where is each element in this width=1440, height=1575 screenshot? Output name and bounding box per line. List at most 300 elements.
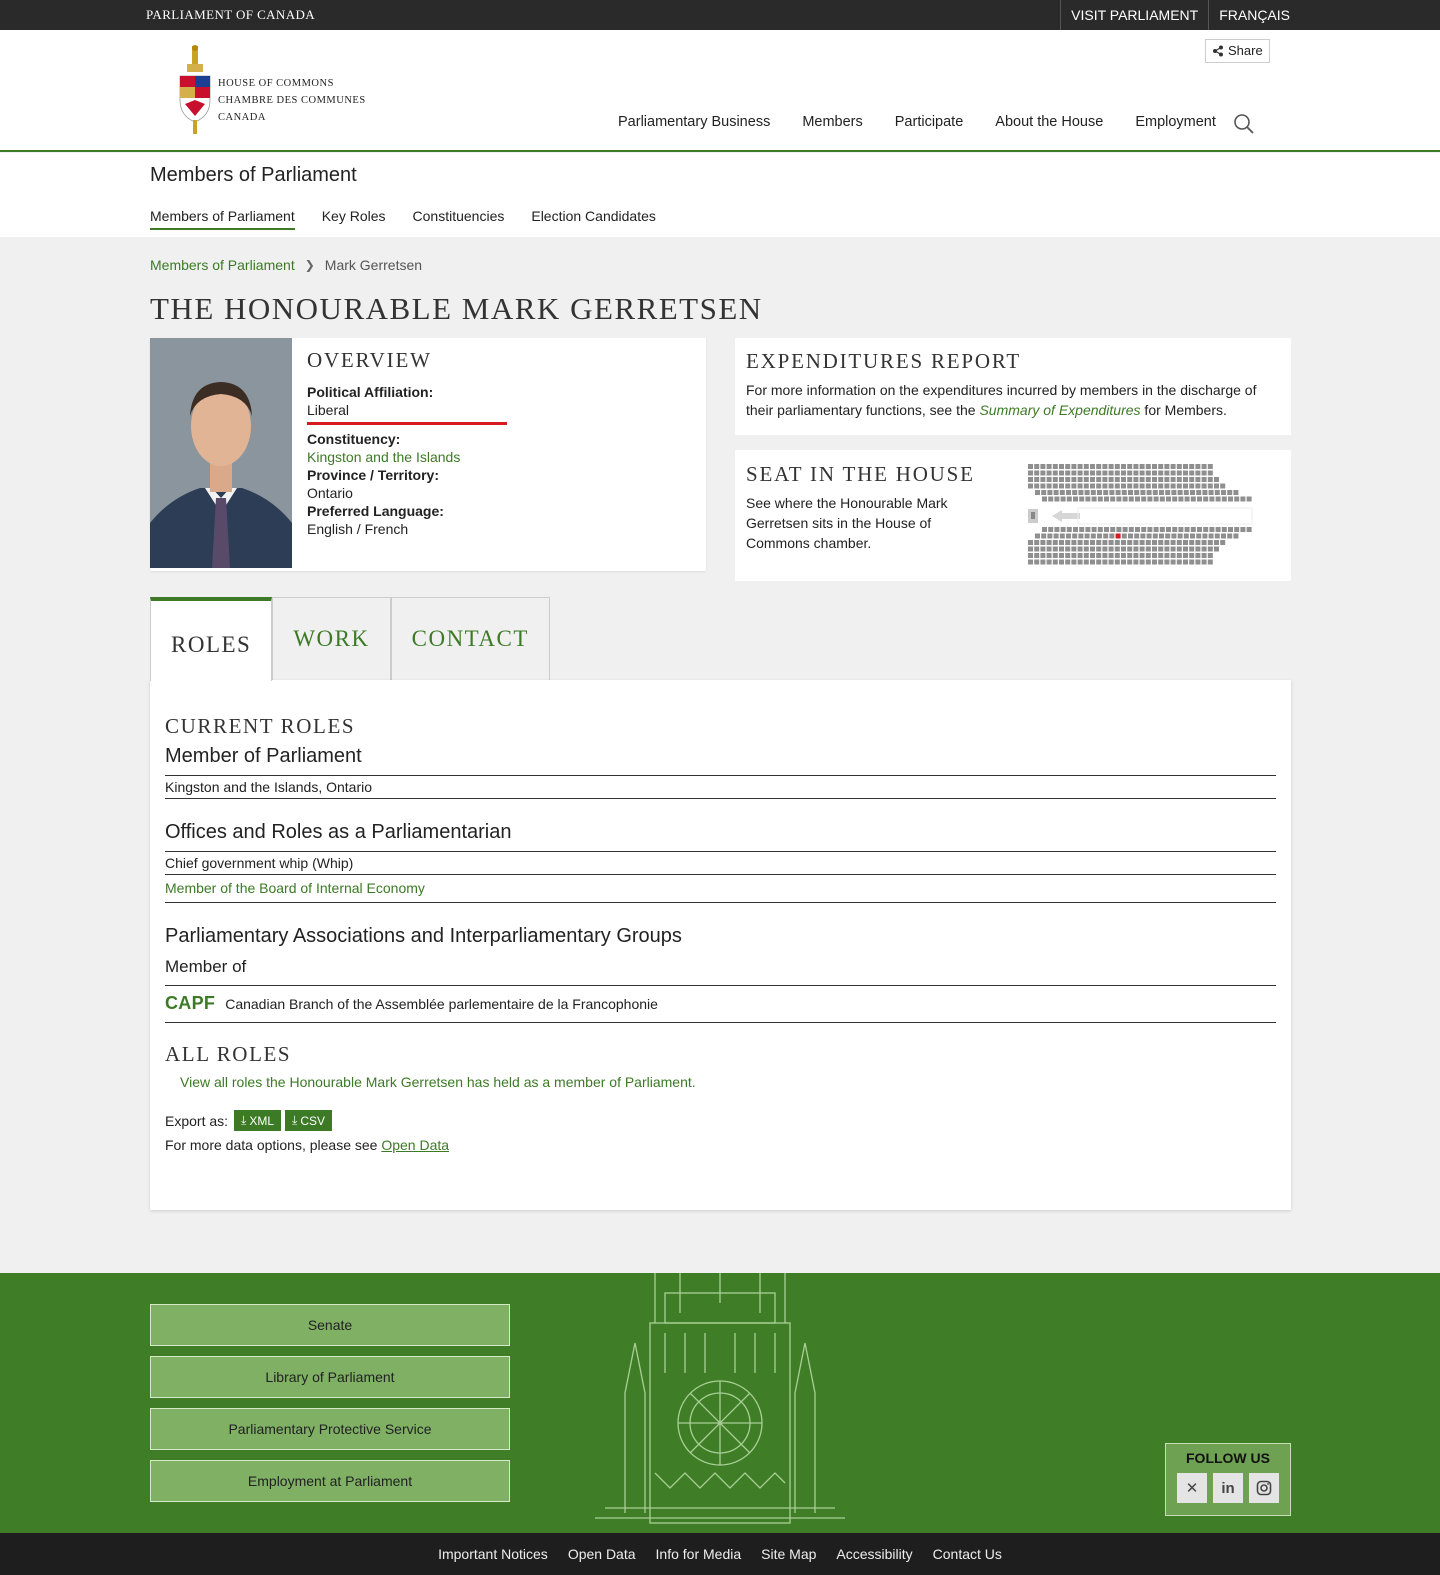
chamber-seat[interactable] (1189, 477, 1194, 482)
chamber-seat[interactable] (1171, 471, 1176, 476)
chamber-seat[interactable] (1221, 490, 1226, 495)
chamber-seat[interactable] (1102, 477, 1107, 482)
chamber-seat[interactable] (1209, 527, 1214, 532)
chamber-seat[interactable] (1215, 534, 1220, 539)
chamber-seat[interactable] (1084, 553, 1089, 558)
subnav-constituencies[interactable]: Constituencies (412, 208, 505, 224)
chamber-seat[interactable] (1152, 560, 1157, 565)
chamber-seat[interactable] (1178, 534, 1183, 539)
chamber-seat[interactable] (1121, 471, 1126, 476)
chamber-seat[interactable] (1171, 490, 1176, 495)
chamber-seat[interactable] (1208, 547, 1213, 552)
chamber-seat[interactable] (1121, 464, 1126, 469)
chamber-seat[interactable] (1116, 497, 1121, 502)
chamber-seat[interactable] (1146, 464, 1151, 469)
chamber-seat[interactable] (1185, 527, 1190, 532)
chamber-seat[interactable] (1127, 477, 1132, 482)
chamber-seat[interactable] (1234, 527, 1239, 532)
chamber-seat[interactable] (1115, 540, 1120, 545)
chamber-seat[interactable] (1066, 490, 1071, 495)
nav-employment[interactable]: Employment (1135, 114, 1216, 130)
chamber-seat[interactable] (1203, 497, 1208, 502)
chamber-seat[interactable] (1135, 527, 1140, 532)
breadcrumb-parent-link[interactable]: Members of Parliament (150, 257, 295, 273)
chamber-seat[interactable] (1065, 547, 1070, 552)
chamber-seat[interactable] (1073, 497, 1078, 502)
chamber-seat[interactable] (1047, 471, 1052, 476)
chamber-seat[interactable] (1197, 497, 1202, 502)
chamber-seat[interactable] (1172, 497, 1177, 502)
chamber-seat[interactable] (1140, 534, 1145, 539)
chamber-seat[interactable] (1183, 553, 1188, 558)
chamber-seat[interactable] (1028, 540, 1033, 545)
chamber-seat[interactable] (1171, 553, 1176, 558)
chamber-seat[interactable] (1097, 534, 1102, 539)
chamber-seat[interactable] (1047, 540, 1052, 545)
chamber-seat[interactable] (1216, 497, 1221, 502)
chamber-seat[interactable] (1140, 560, 1145, 565)
chamber-seat[interactable] (1171, 484, 1176, 489)
chamber-seat[interactable] (1110, 527, 1115, 532)
chamber-seat[interactable] (1034, 547, 1039, 552)
chamber-seat-highlighted[interactable] (1116, 534, 1121, 539)
chamber-seat[interactable] (1177, 540, 1182, 545)
chamber-seat[interactable] (1158, 471, 1163, 476)
chamber-seat[interactable] (1129, 527, 1134, 532)
chamber-seat[interactable] (1208, 471, 1213, 476)
chamber-seat[interactable] (1177, 547, 1182, 552)
share-button[interactable] (1205, 39, 1270, 63)
chamber-seat[interactable] (1078, 540, 1083, 545)
chamber-seat[interactable] (1040, 540, 1045, 545)
chamber-seat[interactable] (1090, 484, 1095, 489)
chamber-seat[interactable] (1171, 464, 1176, 469)
chamber-seat[interactable] (1228, 497, 1233, 502)
chamber-seat[interactable] (1190, 490, 1195, 495)
chamber-seat[interactable] (1178, 490, 1183, 495)
chamber-seat[interactable] (1115, 471, 1120, 476)
open-data-link[interactable]: Open Data (381, 1137, 450, 1153)
chamber-seat[interactable] (1177, 471, 1182, 476)
chamber-seat[interactable] (1208, 560, 1213, 565)
chamber-seat[interactable] (1177, 484, 1182, 489)
chamber-seat[interactable] (1160, 527, 1165, 532)
chamber-seat[interactable] (1209, 497, 1214, 502)
chamber-seat[interactable] (1140, 471, 1145, 476)
chamber-seat[interactable] (1078, 534, 1083, 539)
chamber-seat[interactable] (1071, 560, 1076, 565)
footer-library-button[interactable]: Library of Parliament (150, 1356, 510, 1398)
footer-open-data-link[interactable]: Open Data (567, 1546, 636, 1562)
chamber-seat[interactable] (1048, 527, 1053, 532)
chamber-seat[interactable] (1127, 547, 1132, 552)
chamber-seat[interactable] (1071, 471, 1076, 476)
chamber-seat[interactable] (1102, 553, 1107, 558)
chamber-seating-map[interactable] (1028, 464, 1256, 570)
chamber-seat[interactable] (1104, 527, 1109, 532)
chamber-seat[interactable] (1140, 477, 1145, 482)
chamber-seat[interactable] (1054, 490, 1059, 495)
chamber-seat[interactable] (1096, 484, 1101, 489)
chamber-seat[interactable] (1127, 464, 1132, 469)
chamber-seat[interactable] (1214, 547, 1219, 552)
chamber-seat[interactable] (1195, 464, 1200, 469)
chamber-seat[interactable] (1090, 547, 1095, 552)
chamber-seat[interactable] (1197, 527, 1202, 532)
chamber-seat[interactable] (1177, 477, 1182, 482)
chamber-seat[interactable] (1102, 547, 1107, 552)
chamber-seat[interactable] (1140, 490, 1145, 495)
chamber-seat[interactable] (1054, 527, 1059, 532)
chamber-seat[interactable] (1071, 553, 1076, 558)
chamber-seat[interactable] (1133, 471, 1138, 476)
chamber-seat[interactable] (1028, 471, 1033, 476)
chamber-seat[interactable] (1035, 534, 1040, 539)
chamber-seat[interactable] (1102, 484, 1107, 489)
chamber-seat[interactable] (1240, 497, 1245, 502)
chamber-seat[interactable] (1102, 560, 1107, 565)
chamber-seat[interactable] (1133, 477, 1138, 482)
chamber-seat[interactable] (1159, 534, 1164, 539)
chamber-seat[interactable] (1072, 534, 1077, 539)
chamber-seat[interactable] (1159, 490, 1164, 495)
chamber-seat[interactable] (1171, 534, 1176, 539)
chamber-seat[interactable] (1053, 477, 1058, 482)
chamber-seat[interactable] (1160, 497, 1165, 502)
chamber-seat[interactable] (1133, 560, 1138, 565)
chamber-seat[interactable] (1247, 497, 1252, 502)
chamber-seat[interactable] (1084, 477, 1089, 482)
chamber-seat[interactable] (1092, 497, 1097, 502)
chamber-seat[interactable] (1214, 484, 1219, 489)
chamber-seat[interactable] (1195, 547, 1200, 552)
chamber-seat[interactable] (1053, 464, 1058, 469)
chamber-seat[interactable] (1165, 534, 1170, 539)
chamber-seat[interactable] (1152, 464, 1157, 469)
chamber-seat[interactable] (1084, 560, 1089, 565)
chamber-seat[interactable] (1028, 477, 1033, 482)
chamber-seat[interactable] (1042, 497, 1047, 502)
chamber-seat[interactable] (1084, 540, 1089, 545)
instagram-icon[interactable] (1249, 1473, 1279, 1503)
chamber-seat[interactable] (1053, 484, 1058, 489)
chamber-seat[interactable] (1166, 527, 1171, 532)
chamber-seat[interactable] (1128, 534, 1133, 539)
chamber-seat[interactable] (1040, 553, 1045, 558)
chamber-seat[interactable] (1079, 527, 1084, 532)
chamber-seat[interactable] (1096, 553, 1101, 558)
chamber-seat[interactable] (1109, 477, 1114, 482)
chamber-seat[interactable] (1121, 560, 1126, 565)
footer-accessibility-link[interactable]: Accessibility (836, 1546, 913, 1562)
export-csv-button[interactable] (285, 1110, 332, 1131)
chamber-seat[interactable] (1141, 497, 1146, 502)
chamber-seat[interactable] (1034, 464, 1039, 469)
chamber-seat[interactable] (1053, 560, 1058, 565)
view-all-roles-link[interactable]: View all roles the Honourable Mark Gerretsen has held as a member of Parliament. (180, 1074, 696, 1090)
chamber-seat[interactable] (1060, 490, 1065, 495)
chamber-seat[interactable] (1196, 490, 1201, 495)
chamber-seat[interactable] (1041, 534, 1046, 539)
chamber-seat[interactable] (1158, 540, 1163, 545)
chamber-seat[interactable] (1146, 471, 1151, 476)
chamber-seat[interactable] (1189, 560, 1194, 565)
chamber-seat[interactable] (1034, 477, 1039, 482)
chamber-seat[interactable] (1078, 553, 1083, 558)
chamber-seat[interactable] (1202, 490, 1207, 495)
chamber-seat[interactable] (1127, 553, 1132, 558)
chamber-seat[interactable] (1059, 540, 1064, 545)
footer-site-map-link[interactable]: Site Map (761, 1546, 817, 1562)
chamber-seat[interactable] (1110, 497, 1115, 502)
chamber-seat[interactable] (1090, 540, 1095, 545)
chamber-seat[interactable] (1096, 547, 1101, 552)
chamber-seat[interactable] (1028, 547, 1033, 552)
chamber-seat[interactable] (1034, 540, 1039, 545)
chamber-seat[interactable] (1177, 464, 1182, 469)
chamber-seat[interactable] (1121, 484, 1126, 489)
chamber-seat[interactable] (1084, 464, 1089, 469)
chamber-seat[interactable] (1034, 553, 1039, 558)
chamber-seat[interactable] (1146, 547, 1151, 552)
chamber-seat[interactable] (1047, 484, 1052, 489)
chamber-seat[interactable] (1208, 553, 1213, 558)
chamber-seat[interactable] (1059, 560, 1064, 565)
chamber-seat[interactable] (1073, 527, 1078, 532)
chamber-seat[interactable] (1133, 464, 1138, 469)
chamber-seat[interactable] (1116, 527, 1121, 532)
subnav-key-roles[interactable]: Key Roles (321, 208, 386, 224)
chamber-seat[interactable] (1109, 560, 1114, 565)
chamber-seat[interactable] (1096, 560, 1101, 565)
chamber-seat[interactable] (1061, 527, 1066, 532)
chamber-seat[interactable] (1140, 484, 1145, 489)
chamber-seat[interactable] (1059, 471, 1064, 476)
chamber-seat[interactable] (1066, 534, 1071, 539)
export-xml-button[interactable] (234, 1110, 281, 1131)
chamber-seat[interactable] (1054, 497, 1059, 502)
chamber-seat[interactable] (1147, 490, 1152, 495)
chamber-seat[interactable] (1047, 490, 1052, 495)
chamber-seat[interactable] (1097, 490, 1102, 495)
chamber-seat[interactable] (1222, 527, 1227, 532)
chamber-seat[interactable] (1121, 553, 1126, 558)
chamber-seat[interactable] (1202, 553, 1207, 558)
footer-protective-service-button[interactable]: Parliamentary Protective Service (150, 1408, 510, 1450)
chamber-seat[interactable] (1109, 464, 1114, 469)
chamber-seat[interactable] (1195, 553, 1200, 558)
chamber-seat[interactable] (1189, 484, 1194, 489)
chamber-seat[interactable] (1222, 497, 1227, 502)
house-of-commons-logo[interactable] (178, 44, 378, 139)
summary-of-expenditures-link[interactable]: Summary of Expenditures (979, 402, 1141, 418)
chamber-seat[interactable] (1140, 553, 1145, 558)
chamber-seat[interactable] (1084, 471, 1089, 476)
chamber-seat[interactable] (1053, 547, 1058, 552)
chamber-seat[interactable] (1190, 534, 1195, 539)
chamber-seat[interactable] (1079, 497, 1084, 502)
chamber-seat[interactable] (1146, 540, 1151, 545)
chamber-seat[interactable] (1202, 560, 1207, 565)
visit-parliament-link[interactable]: VISIT PARLIAMENT (1060, 0, 1208, 30)
chamber-seat[interactable] (1115, 560, 1120, 565)
chamber-seat[interactable] (1172, 527, 1177, 532)
footer-employment-button[interactable]: Employment at Parliament (150, 1460, 510, 1502)
chamber-seat[interactable] (1183, 560, 1188, 565)
chamber-seat[interactable] (1091, 534, 1096, 539)
nav-parliamentary-business[interactable]: Parliamentary Business (618, 114, 771, 130)
footer-senate-button[interactable]: Senate (150, 1304, 510, 1346)
chamber-seat[interactable] (1183, 464, 1188, 469)
chamber-seat[interactable] (1141, 527, 1146, 532)
chamber-seat[interactable] (1140, 464, 1145, 469)
chamber-seat[interactable] (1109, 484, 1114, 489)
chamber-seat[interactable] (1214, 477, 1219, 482)
chamber-seat[interactable] (1059, 547, 1064, 552)
chamber-seat[interactable] (1152, 540, 1157, 545)
chamber-seat[interactable] (1127, 484, 1132, 489)
chamber-seat[interactable] (1196, 534, 1201, 539)
chamber-seat[interactable] (1202, 471, 1207, 476)
chamber-seat[interactable] (1164, 560, 1169, 565)
chamber-seat[interactable] (1078, 490, 1083, 495)
chamber-seat[interactable] (1184, 490, 1189, 495)
chamber-seat[interactable] (1090, 560, 1095, 565)
chamber-seat[interactable] (1183, 477, 1188, 482)
chamber-seat[interactable] (1090, 553, 1095, 558)
chamber-seat[interactable] (1140, 540, 1145, 545)
chamber-seat[interactable] (1202, 464, 1207, 469)
chamber-seat[interactable] (1115, 484, 1120, 489)
chamber-seat[interactable] (1047, 553, 1052, 558)
chamber-seat[interactable] (1035, 490, 1040, 495)
chamber-seat[interactable] (1085, 490, 1090, 495)
chamber-seat[interactable] (1040, 547, 1045, 552)
chamber-seat[interactable] (1059, 477, 1064, 482)
chamber-seat[interactable] (1178, 497, 1183, 502)
chamber-seat[interactable] (1146, 477, 1151, 482)
chamber-seat[interactable] (1147, 527, 1152, 532)
chamber-seat[interactable] (1135, 497, 1140, 502)
chamber-seat[interactable] (1059, 553, 1064, 558)
chamber-seat[interactable] (1054, 534, 1059, 539)
chamber-seat[interactable] (1152, 547, 1157, 552)
chamber-seat[interactable] (1164, 471, 1169, 476)
chamber-seat[interactable] (1216, 527, 1221, 532)
chamber-seat[interactable] (1034, 484, 1039, 489)
chamber-seat[interactable] (1127, 540, 1132, 545)
chamber-seat[interactable] (1047, 464, 1052, 469)
chamber-seat[interactable] (1152, 471, 1157, 476)
chamber-seat[interactable] (1191, 497, 1196, 502)
chamber-seat[interactable] (1065, 560, 1070, 565)
chamber-seat[interactable] (1048, 497, 1053, 502)
chamber-seat[interactable] (1047, 477, 1052, 482)
chamber-seat[interactable] (1134, 534, 1139, 539)
chamber-seat[interactable] (1221, 534, 1226, 539)
chamber-seat[interactable] (1189, 547, 1194, 552)
chamber-seat[interactable] (1060, 534, 1065, 539)
chamber-seat[interactable] (1028, 560, 1033, 565)
chamber-seat[interactable] (1233, 490, 1238, 495)
chamber-seat[interactable] (1065, 540, 1070, 545)
chamber-seat[interactable] (1065, 471, 1070, 476)
chamber-seat[interactable] (1202, 547, 1207, 552)
subnav-members-of-parliament[interactable]: Members of Parliament (150, 208, 295, 230)
chamber-seat[interactable] (1164, 464, 1169, 469)
chamber-seat[interactable] (1133, 547, 1138, 552)
chamber-seat[interactable] (1152, 553, 1157, 558)
chamber-seat[interactable] (1158, 477, 1163, 482)
nav-members[interactable]: Members (802, 114, 863, 130)
chamber-seat[interactable] (1183, 547, 1188, 552)
chamber-seat[interactable] (1177, 560, 1182, 565)
chamber-seat[interactable] (1152, 477, 1157, 482)
chamber-seat[interactable] (1071, 477, 1076, 482)
chamber-seat[interactable] (1040, 464, 1045, 469)
chamber-seat[interactable] (1129, 497, 1134, 502)
chamber-seat[interactable] (1184, 534, 1189, 539)
chamber-seat[interactable] (1171, 560, 1176, 565)
chamber-seat[interactable] (1208, 464, 1213, 469)
chamber-seat[interactable] (1195, 484, 1200, 489)
chamber-seat[interactable] (1133, 484, 1138, 489)
chamber-seat[interactable] (1115, 547, 1120, 552)
chamber-seat[interactable] (1233, 534, 1238, 539)
chamber-seat[interactable] (1220, 484, 1225, 489)
chamber-seat[interactable] (1071, 540, 1076, 545)
footer-important-notices-link[interactable]: Important Notices (438, 1546, 548, 1562)
chamber-seat[interactable] (1202, 477, 1207, 482)
chamber-seat[interactable] (1078, 484, 1083, 489)
chamber-seat[interactable] (1140, 547, 1145, 552)
chamber-seat[interactable] (1153, 534, 1158, 539)
chamber-seat[interactable] (1171, 547, 1176, 552)
chamber-seat[interactable] (1166, 497, 1171, 502)
chamber-seat[interactable] (1165, 490, 1170, 495)
chamber-seat[interactable] (1084, 547, 1089, 552)
chamber-seat[interactable] (1103, 490, 1108, 495)
chamber-seat[interactable] (1090, 464, 1095, 469)
chamber-seat[interactable] (1065, 553, 1070, 558)
chamber-seat[interactable] (1071, 464, 1076, 469)
chamber-seat[interactable] (1202, 534, 1207, 539)
nav-participate[interactable]: Participate (894, 114, 964, 130)
chamber-seat[interactable] (1102, 464, 1107, 469)
chamber-seat[interactable] (1061, 497, 1066, 502)
chamber-seat[interactable] (1121, 540, 1126, 545)
chamber-seat[interactable] (1227, 534, 1232, 539)
chamber-seat[interactable] (1071, 547, 1076, 552)
chamber-seat[interactable] (1115, 464, 1120, 469)
chamber-seat[interactable] (1183, 484, 1188, 489)
chamber-seat[interactable] (1071, 484, 1076, 489)
chamber-seat[interactable] (1203, 527, 1208, 532)
chamber-seat[interactable] (1133, 553, 1138, 558)
chamber-seat[interactable] (1208, 540, 1213, 545)
chamber-seat[interactable] (1121, 547, 1126, 552)
chamber-seat[interactable] (1127, 560, 1132, 565)
chamber-seat[interactable] (1147, 534, 1152, 539)
chamber-seat[interactable] (1234, 497, 1239, 502)
chamber-seat[interactable] (1085, 534, 1090, 539)
chamber-seat[interactable] (1158, 547, 1163, 552)
chamber-seat[interactable] (1146, 484, 1151, 489)
chamber-seat[interactable] (1028, 464, 1033, 469)
chamber-seat[interactable] (1090, 471, 1095, 476)
chamber-seat[interactable] (1096, 540, 1101, 545)
chamber-seat[interactable] (1072, 490, 1077, 495)
